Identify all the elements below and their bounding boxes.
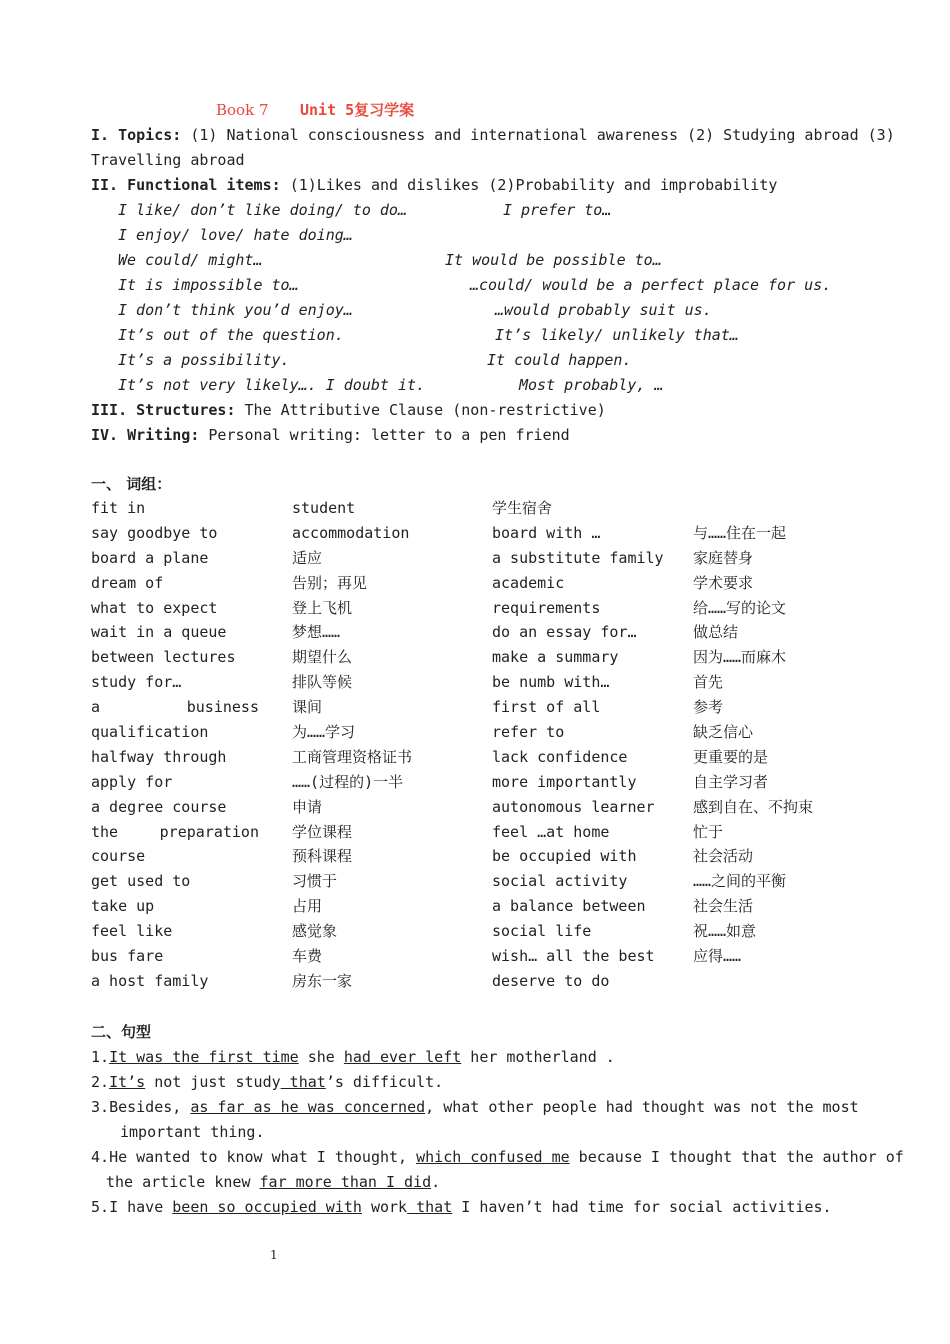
vocab-item: 应得…… [693, 947, 742, 966]
phrase-right: It would be possible to… [445, 251, 662, 269]
sentence-1 [91, 1047, 615, 1067]
vocab-item: 课间 [292, 698, 323, 717]
vocab-item: 梦想…… [292, 623, 341, 642]
vocab-item: a degree course [91, 797, 227, 816]
functional-label: II. Functional items: [91, 176, 281, 194]
vocab-item: what to expect [91, 598, 218, 617]
sentence-number: 3. [91, 1098, 110, 1116]
vocab-item: wait in a queue [91, 623, 227, 642]
vocab-item: autonomous learner [492, 797, 655, 816]
vocab-item: 登上飞机 [292, 598, 353, 617]
vocab-item: refer to [492, 723, 565, 742]
vocab-item: halfway through [91, 747, 227, 766]
vocab-item: deserve to do [492, 971, 610, 990]
key-phrase: as far as he was concerned [190, 1098, 426, 1116]
book-label: Book 7 [216, 101, 269, 119]
vocab-item: student [292, 499, 356, 517]
phrase-left: We could/ might… [118, 251, 263, 269]
sentence-number: 5. [91, 1198, 110, 1216]
vocab-item: first of all [492, 698, 601, 717]
vocab-column-3 [492, 498, 692, 996]
key-phrase: that [280, 1073, 326, 1091]
vocab-item: 期望什么 [292, 648, 353, 667]
vocab-item: 家庭替身 [693, 548, 754, 567]
vocab-item: 缺乏信心 [693, 723, 754, 742]
phrase-left: I enjoy/ love/ hate doing… [118, 226, 353, 244]
sentence-number: 1. [91, 1048, 110, 1066]
vocab-item: be occupied with [492, 847, 637, 866]
sentence-number: 4. [91, 1148, 110, 1166]
sentence-text: work [361, 1198, 408, 1216]
vocab-item: lack confidence [492, 747, 628, 766]
sentence-text: I haven’t had time for social activities. [452, 1198, 832, 1216]
vocab-item: apply for [91, 772, 173, 791]
vocab-item: 为……学习 [292, 723, 356, 742]
sentence-text: Besides, [109, 1098, 191, 1116]
vocab-item: requirements [492, 598, 601, 617]
vocab-item: take up [91, 897, 155, 916]
vocab-item: academic [492, 573, 565, 592]
vocab-column-2 [292, 498, 492, 996]
sentence-5 [91, 1197, 832, 1217]
writing-text: Personal writing: letter to a pen friend [208, 426, 570, 444]
vocab-column-1 [91, 498, 291, 996]
sentence-number: 2. [91, 1073, 110, 1091]
vocab-heading: 一、 词组： [91, 475, 172, 493]
phrase-left: It’s out of the question. [118, 326, 344, 344]
sentence-text: because I thought that the author of [569, 1148, 904, 1166]
vocab-item: 房东一家 [292, 971, 353, 990]
vocab-item: ……之间的平衡 [693, 872, 787, 891]
vocab-item [693, 971, 893, 996]
vocab-item: 自主学习者 [693, 772, 769, 791]
phrase-right: It could happen. [487, 351, 632, 369]
vocab-item [91, 822, 291, 847]
structures-text: The Attributive Clause (non-restrictive) [244, 401, 606, 419]
topics-text: (1) National consciousness and international awareness (2) Studying abroad (3) [190, 126, 895, 144]
vocab-item: 适应 [292, 548, 323, 567]
vocab-item: study for… [91, 673, 182, 692]
phrase-left: It’s a possibility. [118, 351, 290, 369]
phrase-left: I like/ don’t like doing/ to do… [118, 201, 407, 219]
sentence-text: she [298, 1048, 344, 1066]
vocab-item: social activity [492, 872, 628, 891]
structures-label: III. Structures: [91, 401, 236, 419]
phrase-right: It’s likely/ unlikely that… [495, 326, 739, 344]
vocab-item: accommodation [292, 523, 410, 542]
vocab-item [91, 697, 291, 722]
vocab-item: 申请 [292, 797, 323, 816]
vocab-item: social life [492, 922, 592, 941]
functional-section [91, 175, 777, 195]
phrase-right: Most probably, … [519, 376, 664, 394]
writing-label: IV. Writing: [91, 426, 200, 444]
vocab-item: be numb with… [492, 673, 610, 692]
vocab-item: a host family [91, 971, 209, 990]
vocab-item: feel …at home [492, 822, 610, 841]
topics-text-continued: Travelling abroad [91, 151, 245, 169]
key-phrase: that [407, 1198, 453, 1216]
sentence-text: I have [109, 1198, 173, 1216]
vocab-item: 预科课程 [292, 847, 353, 866]
vocab-item: 社会活动 [693, 847, 754, 866]
sentence-text: ’s difficult. [325, 1073, 444, 1091]
vocab-item: wish… all the best [492, 947, 655, 966]
vocab-item: make a summary [492, 648, 619, 667]
sentence-text: . [431, 1173, 441, 1191]
phrase-right: …could/ would be a perfect place for us. [470, 276, 832, 294]
writing-section [91, 425, 570, 445]
vocab-item: 学术要求 [693, 573, 754, 592]
vocab-item: get used to [91, 872, 191, 891]
topics-label: I. Topics: [91, 126, 182, 144]
vocab-item: fit in [91, 499, 146, 517]
key-phrase: had ever left [343, 1048, 462, 1066]
phrase-left: It’s not very likely…. I doubt it. [118, 376, 426, 394]
vocab-item: 更重要的是 [693, 747, 769, 766]
vocab-item: ……(过程的)一半 [292, 772, 404, 791]
vocab-item: 与……住在一起 [693, 523, 787, 542]
vocab-item: board with … [492, 523, 601, 542]
phrase-right: I prefer to… [503, 201, 612, 219]
vocab-item: 感到自在、不拘束 [693, 797, 814, 816]
phrase-left: I don’t think you’d enjoy… [118, 301, 353, 319]
vocab-item: a balance between [492, 897, 646, 916]
sentence-text: her motherland . [461, 1048, 615, 1066]
vocab-item: a substitute family [492, 548, 664, 567]
vocab-item: feel like [91, 922, 173, 941]
page-number: 1 [270, 1248, 278, 1262]
vocab-item: 感觉象 [292, 922, 338, 941]
vocab-item: 学位课程 [292, 822, 353, 841]
sentence-text: not just study [145, 1073, 281, 1091]
vocab-item: 习惯于 [292, 872, 338, 891]
vocab-item: 车费 [292, 947, 323, 966]
vocab-item: 占用 [292, 897, 323, 916]
sentence-text: , what other people had thought was not the most [425, 1098, 859, 1116]
vocab-item: 首先 [693, 673, 724, 692]
vocab-item: 给……写的论文 [693, 598, 787, 617]
vocab-item [693, 498, 893, 523]
key-phrase: been so occupied with [172, 1198, 362, 1216]
sentence-3-continued: important thing. [120, 1123, 265, 1141]
functional-text: (1)Likes and dislikes (2)Probability and improbability [289, 176, 778, 194]
sentence-2 [91, 1072, 443, 1092]
sentence-3 [91, 1097, 859, 1117]
vocab-word: the [91, 822, 119, 841]
vocab-word: business [186, 698, 259, 717]
vocab-item: board a plane [91, 548, 209, 567]
topics-section [91, 125, 895, 145]
sentence-4 [91, 1147, 904, 1167]
vocab-item: 因为……而麻木 [693, 648, 787, 667]
vocab-item: 学生宿舍 [492, 499, 553, 517]
key-phrase: It’s [109, 1073, 146, 1091]
vocab-item: 参考 [693, 698, 724, 717]
vocab-item: 做总结 [693, 623, 739, 642]
vocab-item: qualification [91, 723, 209, 742]
vocab-column-4 [693, 498, 893, 996]
sentence-text: He wanted to know what I thought, [109, 1148, 417, 1166]
phrase-left: It is impossible to… [118, 276, 299, 294]
vocab-item: more importantly [492, 772, 637, 791]
vocab-item: 排队等候 [292, 673, 353, 692]
vocab-item: between lectures [91, 648, 236, 667]
vocab-item: do an essay for… [492, 623, 637, 642]
phrase-right: …would probably suit us. [495, 301, 712, 319]
vocab-item: 忙于 [693, 822, 724, 841]
sentence-text: the article knew [106, 1173, 260, 1191]
vocab-word: a [91, 698, 101, 717]
sentence-4-continued [106, 1172, 440, 1192]
vocab-word: preparation [159, 822, 259, 841]
key-phrase: which confused me [416, 1148, 570, 1166]
structures-section [91, 400, 606, 420]
key-phrase: far more than I did [259, 1173, 432, 1191]
page-title: Unit 5复习学案 [300, 101, 415, 119]
vocab-item: 告别；再见 [292, 573, 368, 592]
key-phrase: It was the first time [109, 1048, 299, 1066]
sentences-heading: 二、句型 [91, 1023, 152, 1041]
vocab-item: dream of [91, 573, 164, 592]
vocab-item: course [91, 847, 146, 866]
vocab-item: 祝……如意 [693, 922, 757, 941]
vocab-item: bus fare [91, 947, 164, 966]
vocab-item: say goodbye to [91, 523, 218, 542]
vocab-item: 社会生活 [693, 897, 754, 916]
vocab-item: 工商管理资格证书 [292, 747, 413, 766]
